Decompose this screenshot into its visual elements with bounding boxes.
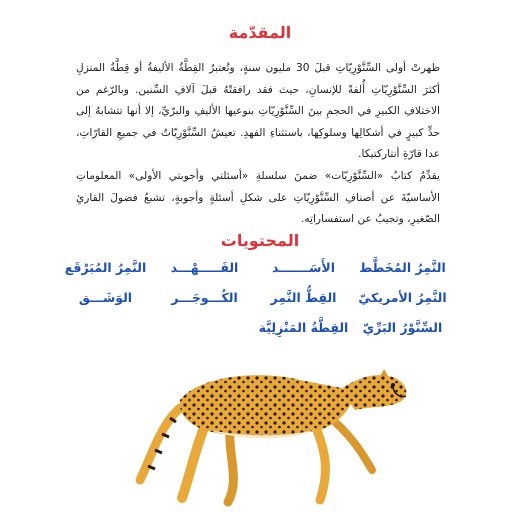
intro-paragraph-1: ظهرتْ أولى السِّنَّوْرِيّاتِ قبلَ 30 مليون سنةٍ، وتُعتبرُ القِطَّةُ الأليفةُ أو قِطَّةُ المنزلِ أكثرَ السِّنَّوْرِيّاتِ أُلفةً للإنسانِ، حيث فقد رافقتْهُ قبلَ آلافِ السِّنين. وبالرّغم من الاختلافِ الكبيرِ في الحجمِ بينَ السِّنَّوْرِيّاتِ بنوعيها الأليفِ والبرّيِّ، إلا أنها تتشابهُ إلى حدٍّ كبيرٍ في أشكالِها وسلوكِها، باستثناءِ الفهدِ. تعيشُ السِّنَّوْرِيّاتُ في جميعِ القارّاتِ، عدا قارّةِ أنتاركتيكا. xyxy=(76,62,440,161)
intro-heading: المقدّمة xyxy=(228,23,292,42)
intro-paragraph-2: يقدِّمُ كتابُ «السِّنَّوْرِيّات» ضمنَ سلسلةِ «أسئلتي وأجوبتي الأولى» المعلوماتِ الأساسيّةَ عن أصنافِ السِّنَّوْرِيّاتِ على شكلِ أسئلةٍ وأجوبةٍ، تشبعُ فضولَ القارئِ الصّغيرِ، وتجيبُ عن استفساراتِه. xyxy=(76,169,440,226)
contents-item-ocelot[interactable]: القِطُّ النَّمِر xyxy=(270,290,337,305)
contents-item-cheetah[interactable]: الفَـــــهْـــد xyxy=(170,260,239,275)
intro-text xyxy=(76,58,440,231)
cheetah-image xyxy=(110,330,430,510)
contents-item-lynx[interactable]: الوَشَـــق xyxy=(78,290,133,305)
contents-heading: المحتويات xyxy=(220,231,300,250)
contents-item-striped-tiger[interactable]: النَّمِرُ المُخَطَّط xyxy=(359,260,446,275)
contents-item-lion[interactable]: الأَسَـــــــد xyxy=(271,260,335,275)
contents-item-cougar[interactable]: الكُـــوجَـــر xyxy=(171,290,238,305)
contents-item-leopard[interactable]: النَّمِرُ المُبَرْقَع xyxy=(64,260,147,275)
cheetah-illustration xyxy=(110,330,430,510)
contents-item-house-cat[interactable]: القِطَّةُ المَنْزِلِيَّة xyxy=(258,320,349,335)
contents-item-wild-cat[interactable]: السِّنَّوْرُ البَرِّيّ xyxy=(362,320,443,335)
contents-item-jaguar[interactable]: النَّمِرُ الأمريكيّ xyxy=(358,290,447,305)
